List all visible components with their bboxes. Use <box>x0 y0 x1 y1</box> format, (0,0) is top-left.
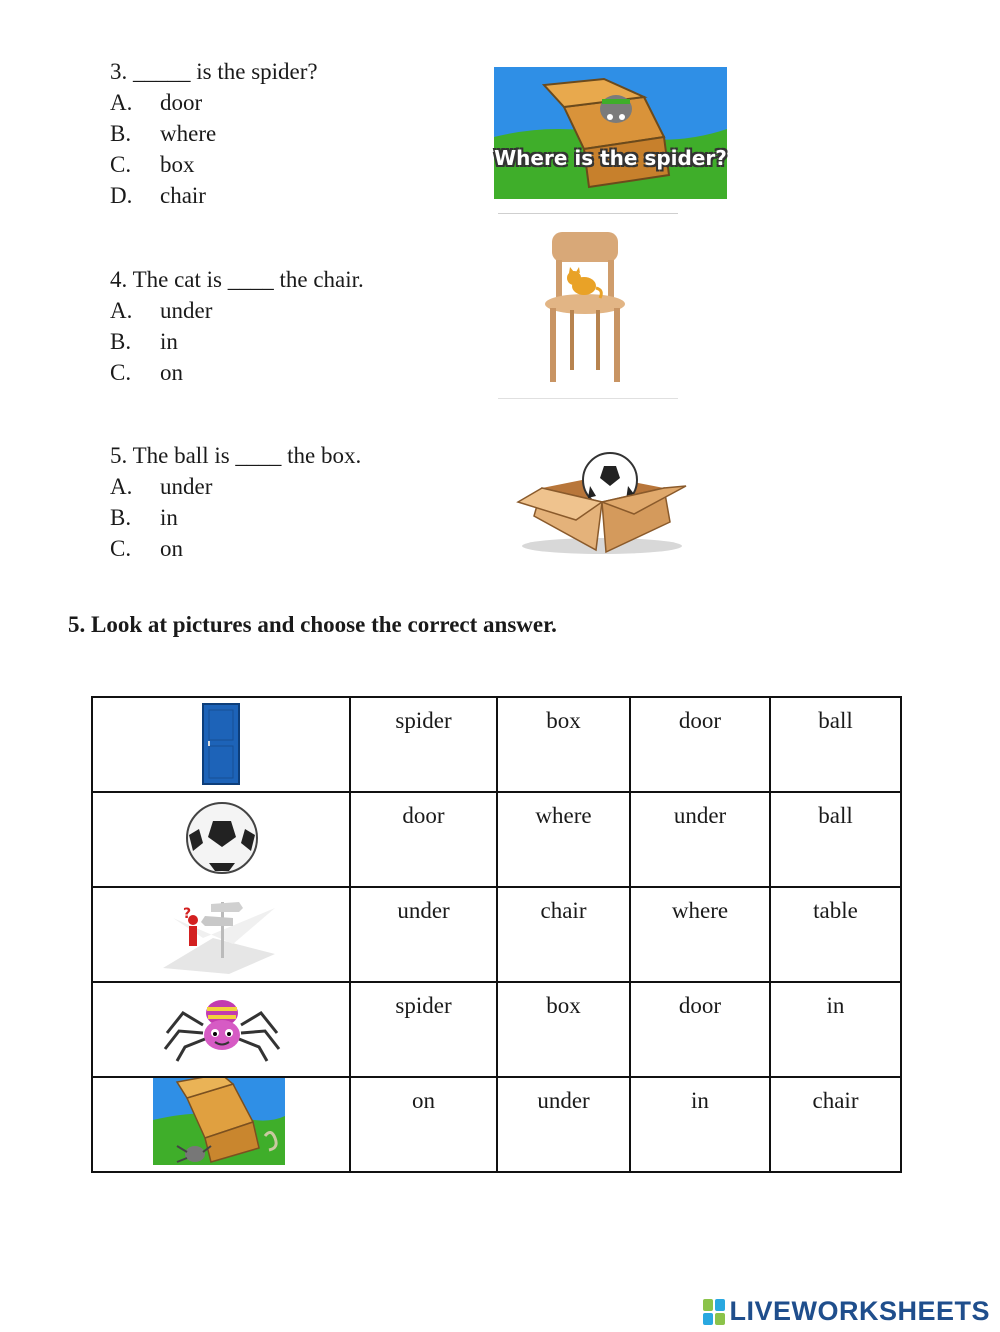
brand-logo[interactable] <box>703 1296 990 1327</box>
option-c[interactable] <box>110 357 364 388</box>
choice-cell[interactable]: under <box>497 1077 630 1172</box>
choice-cell[interactable]: under <box>350 887 497 982</box>
choice-cell[interactable]: spider <box>350 982 497 1077</box>
choice-cell[interactable]: door <box>350 792 497 887</box>
option-c[interactable] <box>110 149 318 180</box>
question-5 <box>110 440 361 564</box>
option-text: in <box>160 329 178 354</box>
spider-under-box-picture <box>92 1077 350 1172</box>
table-row <box>92 982 901 1077</box>
choice-cell[interactable]: door <box>630 982 770 1077</box>
ball-picture <box>92 792 350 887</box>
option-b[interactable] <box>110 502 361 533</box>
choice-cell[interactable]: chair <box>497 887 630 982</box>
choice-cell[interactable]: on <box>350 1077 497 1172</box>
option-letter: C. <box>110 152 132 177</box>
table-row <box>92 792 901 887</box>
table-row <box>92 697 901 792</box>
option-text: on <box>160 360 183 385</box>
question-3 <box>110 56 318 211</box>
choice-cell[interactable]: where <box>497 792 630 887</box>
option-a[interactable] <box>110 87 318 118</box>
question-signpost-picture <box>92 887 350 982</box>
question-4 <box>110 264 364 388</box>
option-letter: A. <box>110 474 133 499</box>
ball-in-box-picture <box>514 446 690 556</box>
option-text: where <box>160 121 217 146</box>
option-text: chair <box>160 183 206 208</box>
choice-cell[interactable]: in <box>770 982 901 1077</box>
question-stem: 3. _____ is the spider? <box>110 59 318 84</box>
cat-on-chair-picture <box>540 228 630 386</box>
choice-cell[interactable]: spider <box>350 697 497 792</box>
option-a[interactable] <box>110 471 361 502</box>
option-letter: D. <box>110 183 133 208</box>
spider-picture <box>92 982 350 1077</box>
choice-table <box>91 696 902 1173</box>
choice-cell[interactable]: box <box>497 982 630 1077</box>
option-text: under <box>160 474 213 499</box>
option-text: in <box>160 505 178 530</box>
divider <box>498 213 678 214</box>
choice-cell[interactable]: where <box>630 887 770 982</box>
option-text: under <box>160 298 213 323</box>
option-b[interactable] <box>110 118 318 149</box>
option-text: box <box>160 152 195 177</box>
option-text: on <box>160 536 183 561</box>
option-d[interactable] <box>110 180 318 211</box>
where-is-spider-picture <box>494 67 727 199</box>
door-picture <box>92 697 350 792</box>
option-c[interactable] <box>110 533 361 564</box>
picture-caption: Where is the spider? <box>494 146 727 170</box>
table-row <box>92 887 901 982</box>
brand-name: LIVEWORKSHEETS <box>729 1296 990 1326</box>
choice-cell[interactable]: box <box>497 697 630 792</box>
option-b[interactable] <box>110 326 364 357</box>
option-letter: B. <box>110 329 132 354</box>
table-row <box>92 1077 901 1172</box>
question-stem: 5. The ball is ____ the box. <box>110 443 362 468</box>
brand-mark-icon <box>703 1299 725 1325</box>
divider <box>498 398 678 399</box>
option-text: door <box>160 90 203 115</box>
section-title: 5. Look at pictures and choose the correct answer. <box>68 612 557 637</box>
option-letter: A. <box>110 90 133 115</box>
option-letter: C. <box>110 536 132 561</box>
option-a[interactable] <box>110 295 364 326</box>
choice-cell[interactable]: ball <box>770 792 901 887</box>
choice-cell[interactable]: ball <box>770 697 901 792</box>
choice-cell[interactable]: door <box>630 697 770 792</box>
choice-cell[interactable]: chair <box>770 1077 901 1172</box>
question-stem: 4. The cat is ____ the chair. <box>110 267 364 292</box>
option-letter: B. <box>110 121 132 146</box>
option-letter: B. <box>110 505 132 530</box>
choice-cell[interactable]: table <box>770 887 901 982</box>
choice-cell[interactable]: in <box>630 1077 770 1172</box>
option-letter: C. <box>110 360 132 385</box>
option-letter: A. <box>110 298 133 323</box>
svg-text:?: ? <box>183 906 192 922</box>
choice-cell[interactable]: under <box>630 792 770 887</box>
